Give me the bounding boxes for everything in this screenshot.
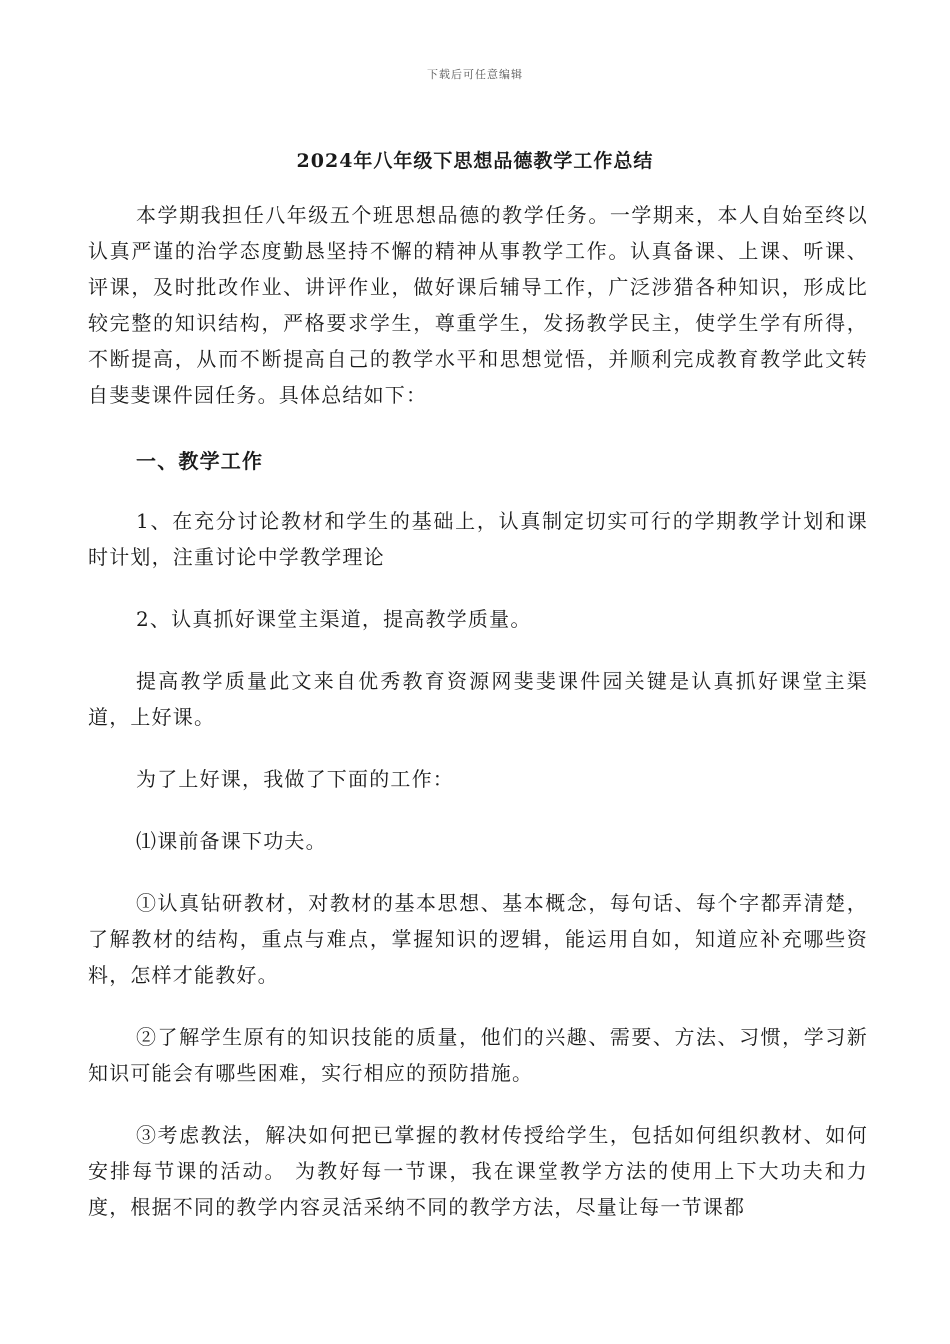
paragraph-prep: ⑴课前备课下功夫。: [136, 829, 327, 853]
paragraph-work-intro: 为了上好课，我做了下面的工作：: [136, 767, 454, 791]
paragraph-point-2: ②了解学生原有的知识技能的质量，他们的兴趣、需要、方法、习惯，学习新知识可能会有哪些困难，实行相应的预防措施。: [88, 1025, 868, 1085]
document-title: 2024年八年级下思想品德教学工作总结: [296, 150, 654, 172]
document-body: [88, 197, 868, 1251]
paragraph-quality: 提高教学质量此文来自优秀教育资源网斐斐课件园关键是认真抓好课堂主渠道，上好课。: [88, 669, 868, 729]
paragraph-item-1: 1、在充分讨论教材和学生的基础上，认真制定切实可行的学期教学计划和课时计划，注重讨论中学教学理论: [88, 509, 868, 569]
paragraph-point-1: ①认真钻研教材，对教材的基本思想、基本概念，每句话、每个字都弄清楚，了解教材的结构，重点与难点，掌握知识的逻辑，能运用自如，知道应补充哪些资料，怎样才能教好。: [88, 891, 868, 987]
paragraph-point-3: ③考虑教法，解决如何把已掌握的教材传授给学生，包括如何组织教材、如何安排每节课的活动。 为教好每一节课，我在课堂教学方法的使用上下大功夫和力度，根据不同的教学内容灵活采纳不同的教学方法，尽量让每一节课都: [88, 1123, 868, 1219]
header-note: 下载后可任意编辑: [427, 68, 523, 81]
paragraph-item-2: 2、认真抓好课堂主渠道，提高教学质量。: [136, 607, 532, 631]
section-heading: 一、教学工作: [136, 449, 264, 473]
intro-paragraph: 本学期我担任八年级五个班思想品德的教学任务。一学期来，本人自始至终以认真严谨的治学态度勤恳坚持不懈的精神从事教学工作。认真备课、上课、听课、评课，及时批改作业、讲评作业，做好课后辅导工作，广泛涉猎各种知识，形成比较完整的知识结构，严格要求学生，尊重学生，发扬教学民主，使学生学有所得，不断提高，从而不断提高自己的教学水平和思想觉悟，并顺利完成教育教学此文转自斐斐课件园任务。具体总结如下：: [88, 203, 868, 407]
